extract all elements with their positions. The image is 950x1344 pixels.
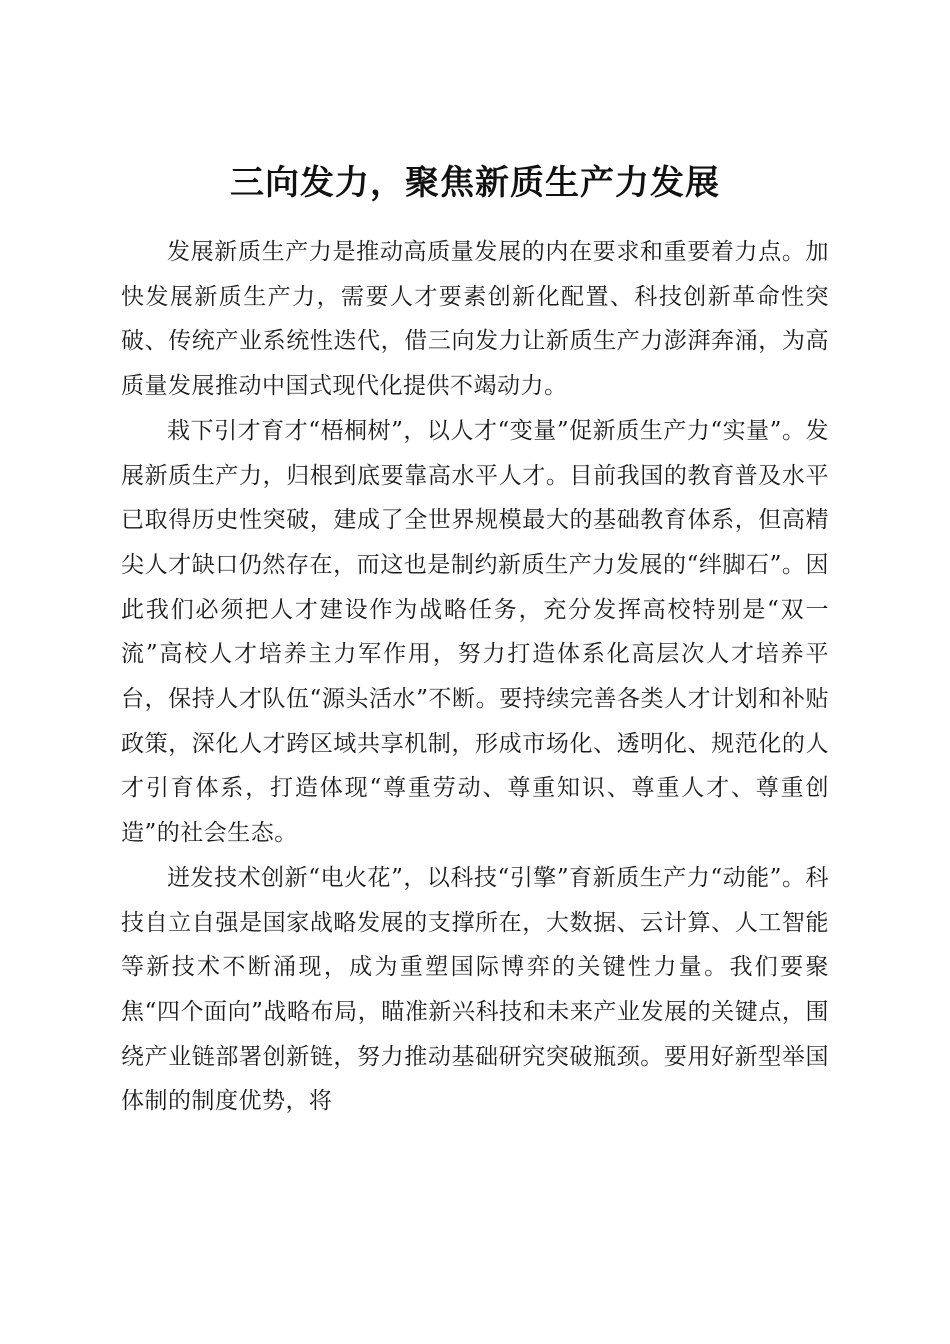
paragraph-intro: 发展新质生产力是推动高质量发展的内在要求和重要着力点。加快发展新质生产力，需要人才要素创新化配置、科技创新革命性突破、传统产业系统性迭代，借三向发力让新质生产力澎湃奔涌，为高质量发展推动中国式现代化提供不竭动力。: [121, 239, 829, 400]
paragraph-technology: 迸发技术创新“电火花”，以科技“引擎”育新质生产力“动能”。科技自立自强是国家战略发展的支撑所在，大数据、云计算、人工智能等新技术不断涌现，成为重塑国际博弈的关键性力量。我们要聚焦“四个面向”战略布局，瞄准新兴科技和未来产业发展的关键点，围绕产业链部署创新链，努力推动基础研究突破瓶颈。要用好新型举国体制的制度优势，将: [121, 864, 829, 1115]
document-title: 三向发力，聚焦新质生产力发展: [230, 162, 720, 203]
paragraph-talent: 栽下引才育才“梧桐树”，以人才“变量”促新质生产力“实量”。发展新质生产力，归根到底要靠高水平人才。目前我国的教育普及水平已取得历史性突破，建成了全世界规模最大的基础教育体系，但高精尖人才缺口仍然存在，而这也是制约新质生产力发展的“绊脚石”。因此我们必须把人才建设作为战略任务，充分发挥高校特别是“双一流”高校人才培养主力军作用，努力打造体系化高层次人才培养平台，保持人才队伍“源头活水”不断。要持续完善各类人才计划和补贴政策，深化人才跨区域共享机制，形成市场化、透明化、规范化的人才引育体系，打造体现“尊重劳动、尊重知识、尊重人才、尊重创造”的社会生态。: [121, 417, 829, 847]
document-body: [121, 230, 829, 1124]
